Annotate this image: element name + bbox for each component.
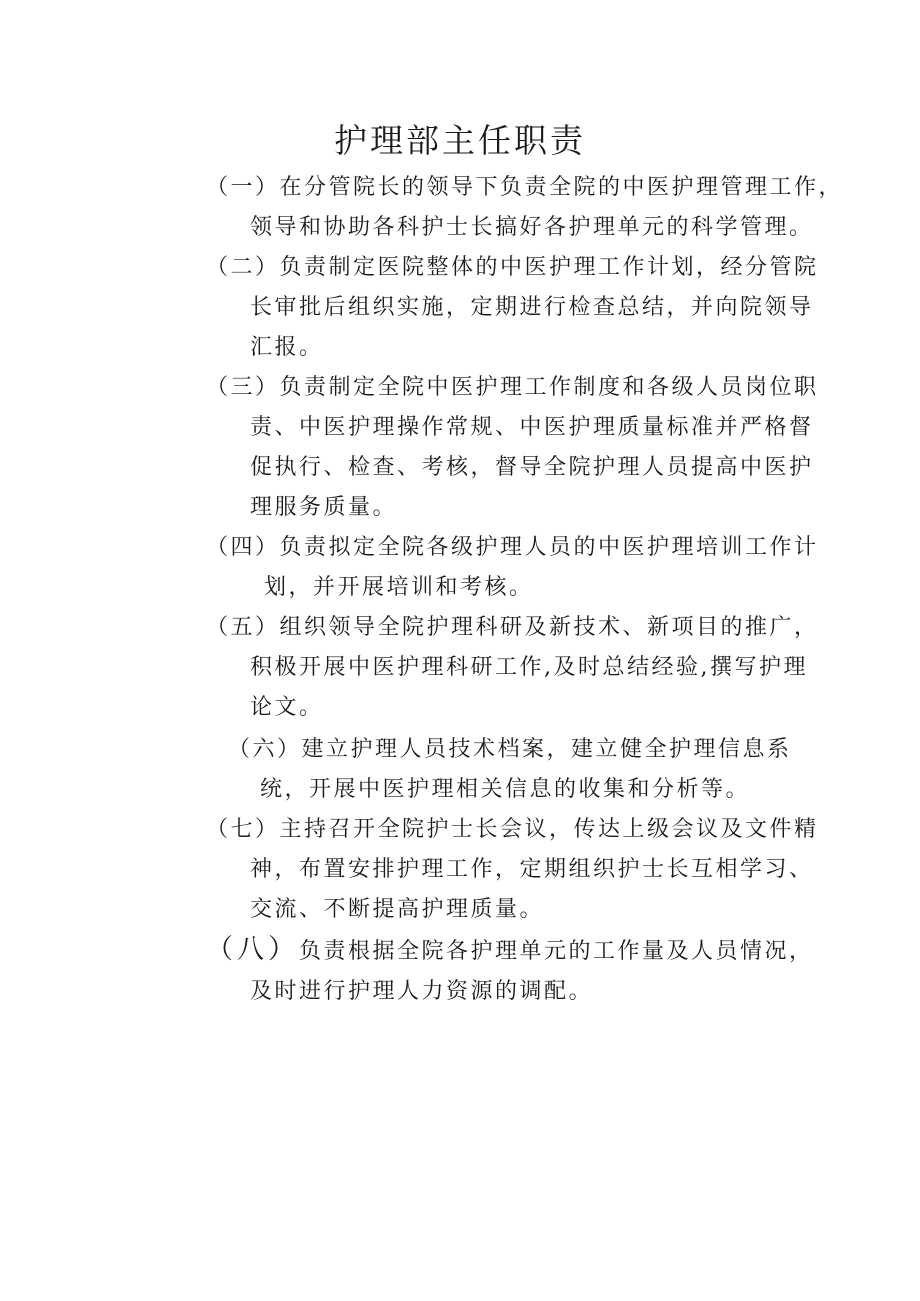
duty-line: 理服务质量。 bbox=[250, 495, 398, 520]
duty-marker: （一） bbox=[206, 175, 280, 200]
duty-line: 统，开展中医护理相关信息的收集和分析等。 bbox=[260, 777, 751, 802]
duty-line: （七）主持召开全院护士长会议，传达上级会议及文件精 bbox=[206, 810, 819, 850]
duty-item-2 bbox=[206, 248, 819, 368]
duty-line: （四）负责拟定全院各级护理人员的中医护理培训工作计 bbox=[206, 528, 819, 568]
duty-item-8 bbox=[206, 930, 814, 1012]
duty-line: （六）建立护理人员技术档案，建立健全护理信息系 bbox=[228, 730, 792, 770]
duty-marker: （五） bbox=[206, 615, 280, 640]
duty-line: 划，并开展培训和考核。 bbox=[264, 575, 534, 600]
duty-line: 责、中医护理操作常规、中医护理质量标准并严格督 bbox=[250, 415, 814, 440]
duty-line: 神，布置安排护理工作，定期组织护士长互相学习、 bbox=[250, 857, 814, 882]
duty-item-3 bbox=[206, 368, 819, 528]
duty-line: （三）负责制定全院中医护理工作制度和各级人员岗位职 bbox=[206, 368, 819, 408]
duty-marker: （六） bbox=[228, 737, 302, 762]
duty-item-7 bbox=[206, 810, 819, 930]
duty-item-1 bbox=[206, 168, 843, 248]
duty-marker: （八） bbox=[206, 934, 299, 965]
duty-item-4 bbox=[206, 528, 819, 608]
duty-line: 长审批后组织实施，定期进行检查总结，并向院领导 bbox=[250, 295, 814, 320]
duty-marker: （三） bbox=[206, 375, 280, 400]
duty-line: 积极开展中医护理科研工作,及时总结经验,撰写护理 bbox=[250, 655, 808, 680]
duty-line: （一）在分管院长的领导下负责全院的中医护理管理工作， bbox=[206, 168, 843, 208]
duty-line: （八）负责根据全院各护理单元的工作量及人员情况， bbox=[206, 930, 814, 972]
duty-marker: （四） bbox=[206, 535, 280, 560]
duty-line: 论文。 bbox=[250, 695, 324, 720]
duty-line: 汇报。 bbox=[250, 335, 324, 360]
duty-line: （五）组织领导全院护理科研及新技术、新项目的推广， bbox=[206, 608, 819, 648]
duty-line: （二）负责制定医院整体的中医护理工作计划，经分管院 bbox=[206, 248, 819, 288]
document-title: 护理部主任职责 bbox=[334, 121, 586, 160]
duty-marker: （七） bbox=[206, 817, 280, 842]
duty-line: 促执行、检查、考核，督导全院护理人员提高中医护 bbox=[250, 455, 814, 480]
duty-line: 交流、不断提高护理质量。 bbox=[250, 897, 545, 922]
duty-item-6 bbox=[228, 730, 792, 810]
duty-item-5 bbox=[206, 608, 819, 728]
duty-line: 及时进行护理人力资源的调配。 bbox=[250, 979, 594, 1004]
duty-marker: （二） bbox=[206, 255, 280, 280]
duty-line: 领导和协助各科护士长搞好各护理单元的科学管理。 bbox=[250, 215, 814, 240]
